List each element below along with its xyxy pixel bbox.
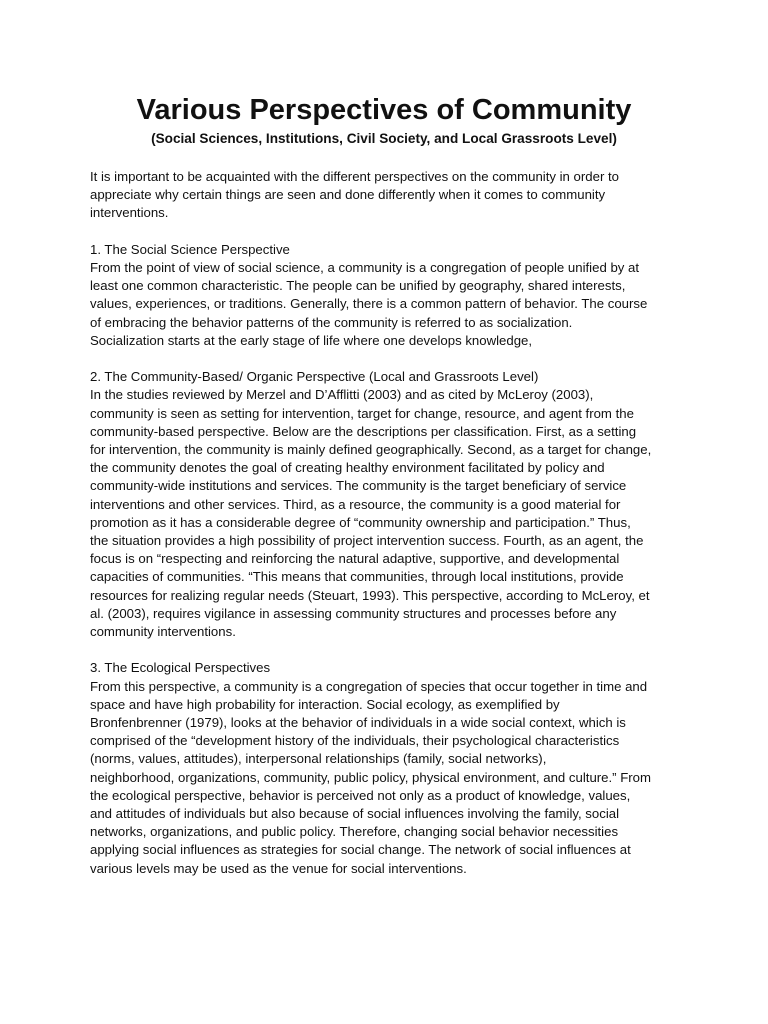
section-line: focus is on “respecting and reinforcing the natural adaptive, supportive, and developmental bbox=[90, 551, 620, 567]
section-line: networks, organizations, and public policy. Therefore, changing social behavior necessities bbox=[90, 824, 619, 840]
page-title: Various Perspectives of Community bbox=[136, 94, 632, 126]
section-line: From the point of view of social science, a community is a congregation of people unified by at bbox=[90, 260, 640, 275]
section-line: resources for realizing regular needs (Steuart, 1993). This perspective, according to McLeroy, et bbox=[90, 587, 650, 603]
section-ecological bbox=[90, 659, 682, 877]
section-line: applying social influences as strategies for social change. The network of social influences at bbox=[90, 842, 631, 858]
section-line: of embracing the behavior patterns of the community is referred to as socialization. bbox=[90, 314, 573, 330]
section-line: capacities of communities. “This means that communities, through local institutions, provide bbox=[90, 569, 624, 585]
section-line: various levels may be used as the venue for social interventions. bbox=[90, 860, 467, 876]
intro-line: It is important to be acquainted with the different perspectives on the community in order to bbox=[90, 169, 620, 184]
page-subtitle: (Social Sciences, Institutions, Civil Society, and Local Grassroots Level) bbox=[151, 131, 617, 146]
section-line: space and have high probability for interaction. Social ecology, as exemplified by bbox=[90, 696, 560, 712]
section-line: values, experiences, or traditions. Generally, there is a common pattern of behavior. The course bbox=[90, 296, 648, 312]
section-social-science bbox=[90, 241, 682, 350]
section-line: In the studies reviewed by Merzel and D’Afflitti (2003) and as cited by McLeroy (2003), bbox=[90, 387, 594, 403]
section-line: community is seen as setting for intervention, target for change, resource, and agent from the bbox=[90, 405, 634, 421]
section-line: least one common characteristic. The people can be unified by geography, shared interests, bbox=[90, 278, 626, 294]
section-line: and attitudes of individuals but also because of social influences involving the family, social bbox=[90, 806, 620, 822]
section-line: interventions and other services. Third, as a resource, the community is a good material for bbox=[90, 496, 621, 512]
document-body bbox=[90, 168, 682, 896]
section-line: the ecological perspective, behavior is perceived not only as a product of knowledge, values, bbox=[90, 787, 631, 803]
section-line: community-based perspective. Below are the descriptions per classification. First, as a setting bbox=[90, 423, 637, 439]
section-line: al. (2003), requires vigilance in assessing community structures and processes before any bbox=[90, 605, 617, 621]
section-line: the situation provides a high possibility of project intervention success. Fourth, as an agent, the bbox=[90, 533, 644, 549]
section-community-based bbox=[90, 368, 682, 641]
section-line: Socialization starts at the early stage of life where one develops knowledge, bbox=[90, 332, 533, 348]
section-line: promotion as it has a considerable degree of “community ownership and participation.” Thus, bbox=[90, 514, 631, 530]
section-heading: 2. The Community-Based/ Organic Perspective (Local and Grassroots Level) bbox=[90, 369, 539, 385]
section-line: community interventions. bbox=[90, 624, 236, 640]
intro-paragraph bbox=[90, 168, 682, 223]
section-line: comprised of the “development history of the individuals, their psychological characteristics bbox=[90, 733, 620, 749]
section-heading: 3. The Ecological Perspectives bbox=[90, 660, 271, 676]
section-line: Bronfenbrenner (1979), looks at the behavior of individuals in a wide social context, which is bbox=[90, 715, 626, 731]
section-line: the community denotes the goal of creating healthy environment facilitated by policy and bbox=[90, 460, 605, 476]
section-line: community-wide institutions and services. The community is the target beneficiary of service bbox=[90, 478, 627, 494]
intro-line: interventions. bbox=[90, 205, 169, 221]
section-line: for intervention, the community is mainly defined geographically. Second, as a target for change, bbox=[90, 442, 652, 458]
section-line: From this perspective, a community is a congregation of species that occur together in time and bbox=[90, 678, 648, 694]
section-heading: 1. The Social Science Perspective bbox=[90, 241, 290, 257]
section-line: neighborhood, organizations, community, public policy, physical environment, and culture.” From bbox=[90, 769, 651, 785]
section-line: (norms, values, attitudes), interpersonal relationships (family, social networks), bbox=[90, 751, 547, 767]
intro-line: appreciate why certain things are seen and done differently when it comes to community bbox=[90, 187, 606, 203]
